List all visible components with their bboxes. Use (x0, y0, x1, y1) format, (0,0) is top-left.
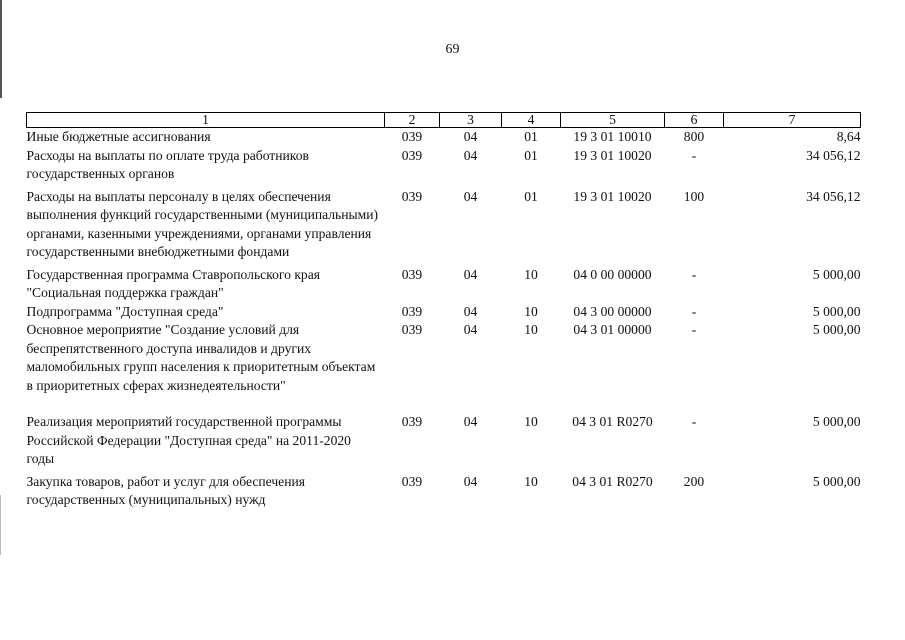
table-row (27, 473, 861, 510)
table-row (27, 321, 861, 413)
row-target-article: 19 3 01 10010 (573, 129, 652, 144)
row-amount: 34 056,12 (806, 188, 861, 204)
row-section: 04 (463, 266, 478, 282)
row-section: 04 (463, 473, 478, 489)
header-col-5: 5 (561, 113, 665, 128)
row-amount: 8,64 (836, 129, 861, 144)
page-number: 69 (445, 42, 460, 57)
row-section: 04 (463, 188, 478, 204)
header-col-7: 7 (724, 113, 861, 128)
row-target-article: 04 3 01 00000 (573, 322, 652, 337)
row-ministry-code: 039 (401, 473, 423, 489)
row-subsection: 10 (524, 473, 538, 489)
header-col-1: 1 (27, 113, 385, 128)
row-subsection: 10 (524, 266, 538, 282)
row-amount: 5 000,00 (812, 322, 861, 337)
header-col-4: 4 (502, 113, 561, 128)
row-section: 04 (463, 414, 478, 429)
row-amount: 5 000,00 (812, 303, 861, 319)
row-ministry-code: 039 (401, 414, 423, 429)
row-expense-type: 100 (683, 188, 705, 204)
row-ministry-code: 039 (401, 303, 423, 319)
row-name: Иные бюджетные ассигнования (26, 129, 211, 144)
budget-table (26, 112, 861, 510)
table-row (27, 303, 861, 322)
row-section: 04 (463, 303, 478, 319)
row-expense-type: - (691, 147, 697, 163)
row-subsection: 01 (524, 147, 538, 163)
table-row (27, 188, 861, 266)
row-ministry-code: 039 (401, 266, 423, 282)
table-row (27, 128, 861, 147)
row-name: Основное мероприятие "Создание условий для беспрепятственного доступа инвалидов и других маломобильных групп населения к приоритетным объектам в приоритетных сферах жизнедеятельности" (26, 322, 376, 393)
row-ministry-code: 039 (401, 188, 423, 204)
row-name: Расходы на выплаты по оплате труда работников государственных органов (26, 147, 309, 181)
row-name: Реализация мероприятий государственной программы Российской Федерации "Доступная среда" на 2011-2020 годы (26, 414, 351, 466)
row-subsection: 01 (524, 129, 538, 144)
row-expense-type: - (691, 322, 697, 337)
row-subsection: 10 (524, 322, 538, 337)
row-target-article: 04 3 01 R0270 (572, 473, 653, 489)
row-ministry-code: 039 (401, 129, 423, 144)
row-expense-type: - (691, 414, 697, 429)
row-name: Подпрограмма "Доступная среда" (26, 303, 224, 319)
page-left-edge-mark (0, 495, 1, 555)
row-name: Закупка товаров, работ и услуг для обеспечения государственных (муниципальных) нужд (26, 473, 305, 507)
row-ministry-code: 039 (401, 147, 423, 163)
row-name: Расходы на выплаты персоналу в целях обеспечения выполнения функций государственными (муниципальными) органами, казенными учреждениями, органами управления государственными внебюджетными фондами (26, 188, 379, 259)
row-amount: 5 000,00 (812, 414, 861, 429)
row-expense-type: - (691, 266, 697, 282)
row-target-article: 04 3 00 00000 (573, 303, 652, 319)
row-subsection: 10 (524, 303, 538, 319)
row-amount: 5 000,00 (812, 473, 861, 489)
row-expense-type: - (691, 303, 697, 319)
row-ministry-code: 039 (401, 322, 423, 337)
row-subsection: 10 (524, 414, 538, 429)
row-target-article: 04 3 01 R0270 (572, 414, 653, 429)
row-section: 04 (463, 147, 478, 163)
table-row (27, 147, 861, 188)
row-amount: 5 000,00 (812, 266, 861, 282)
table-row (27, 266, 861, 303)
row-target-article: 19 3 01 10020 (573, 188, 652, 204)
row-target-article: 19 3 01 10020 (573, 147, 652, 163)
row-target-article: 04 0 00 00000 (573, 266, 652, 282)
table-header-row (27, 113, 861, 128)
row-expense-type: 200 (683, 473, 705, 489)
row-expense-type: 800 (683, 129, 705, 144)
row-section: 04 (463, 322, 478, 337)
table-row (27, 413, 861, 473)
row-section: 04 (463, 129, 478, 144)
row-amount: 34 056,12 (806, 147, 861, 163)
header-col-3: 3 (440, 113, 502, 128)
header-col-6: 6 (665, 113, 724, 128)
row-subsection: 01 (524, 188, 538, 204)
header-col-2: 2 (385, 113, 440, 128)
row-name: Государственная программа Ставропольского края "Социальная поддержка граждан" (26, 266, 321, 300)
